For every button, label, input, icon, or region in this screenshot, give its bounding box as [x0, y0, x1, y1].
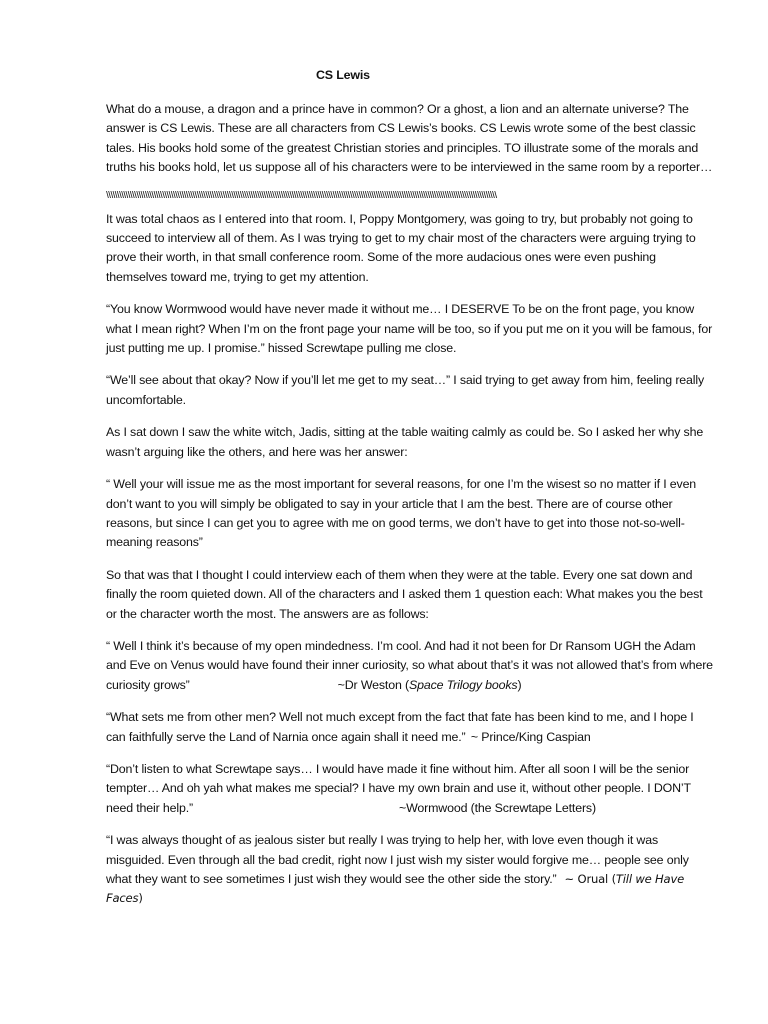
document-body — [106, 66, 716, 922]
paragraph-chaos: It was total chaos as I entered into that room. I, Poppy Montgomery, was going to try, but probably not going to succeed to interview all of them. As I was trying to get to my chair most of the characters were arguing trying to prove their worth, in that small conference room. Some of the more audacious ones were even pushing themselves toward me, trying to get my attention. — [106, 211, 696, 284]
attribution-speaker: ~ Orual ( — [564, 872, 616, 886]
quote-caspian — [106, 708, 716, 747]
attribution-book: Space Trilogy books — [408, 677, 518, 692]
quote-text: “Don’t listen to what Screwtape says… I would have made it fine without him. After all soon I will be the senior tempter… And oh yah what makes me special? I have my own brain and use it, without other people. I DON’T need their help.” — [106, 761, 691, 815]
paragraph-interview-setup: So that was that I thought I could interview each of them when they were at the table. Every one sat down and finally the room quieted down. All of the characters and I asked them 1 question each: What makes you the best or the character worth the most. The answers are as follows: — [106, 567, 703, 621]
intro-paragraph: What do a mouse, a dragon and a prince have in common? Or a ghost, a lion and an alternate universe? The answer is CS Lewis. These are all characters from CS Lewis’s books. CS Lewis wrote some of the best classic tales. His books hold some of the greatest Christian stories and principles. TO illustrate some of the morals and truths his books hold, let us suppose all of his characters were to be interviewed in the same room by a reporter… — [106, 102, 713, 175]
section-divider: \ \ \ \ \ \ \ \ \ \ \ \ \ \ \ \ \ \ \ \ \ \ \ \ \ \ \ \ \ \ \ \ \ \ \ \ \ \ \ \ \ \ \ \ \ \ \ \ \ \ \ \ \ \ \ \ \ \ \ \ \ \ \ \ \ \ \ \ \ \ \ \ \ \ \ \ \ \ \ \ \ \ \ \ \ \ \ \ \ \ \ \ \ \ \ \ \ \ \ \ \ \ \ \ \ \ \ \ \ \ \ \ \ \ \ \ \ \ \ \ \ \ \ \ \ \ \ \ \ \ \ \ \ \ \ \ \ \ \ \ \ \ \ \ \ \ \ \ \ \ \ \ \ \ \ \ \ \ \ \ \ \ \ \ \ \ \ \ \ \ \ \ \ \ \ \ \ \ \ \ \ — [106, 190, 496, 201]
quote-attribution: ~ Prince/King Caspian — [470, 729, 591, 744]
attribution-close: ) — [517, 677, 522, 692]
attribution-book: Till we Have Faces — [106, 872, 685, 906]
document-title: CS Lewis — [316, 68, 370, 82]
quote-text: “ Well I think it’s because of my open mindedness. I’m cool. And had it not been for Dr Ransom UGH the Adam and Eve on Venus would have found their inner curiosity, so what about that’s it was not allowed that’s from where curiosity grows” — [106, 638, 713, 692]
paragraph-jadis-answer: “ Well your will issue me as the most important for several reasons, for one I’m the wisest so no matter if I even don’t want to you will simply be obligated to say in your article that I am the best. There are of course other reasons, but since I can get you to agree with me on good terms, we don’t have to get into those not-so-well-meaning reasons” — [106, 477, 697, 550]
attribution-speaker: ~Dr Weston ( — [337, 677, 409, 692]
attribution-close: ) — [138, 891, 143, 906]
quote-attribution — [190, 676, 522, 695]
paragraph-reporter-reply: “We’ll see about that okay? Now if you’ll let me get to my seat…” I said trying to get away from him, feeling really uncomfortable. — [106, 373, 705, 407]
quote-text: “I was always thought of as jealous sister but really I was trying to help her, with love even though it was misguided. Even through all the bad credit, right now I just wish my sister would forgive me… people see only what they want to see sometimes I just wish they would see the other side the story.” — [106, 833, 689, 886]
paragraph-white-witch: As I sat down I saw the white witch, Jadis, sitting at the table waiting calmly as could be. So I asked her why she wasn’t arguing like the others, and here was her answer: — [106, 425, 704, 459]
quote-text: “What sets me from other men? Well not much except from the fact that fate has been kind to me, and I hope I can faithfully serve the Land of Narnia once again shall it need me.” — [106, 710, 694, 744]
quote-orual — [106, 831, 716, 909]
quote-dr-weston — [106, 637, 716, 695]
quote-wormwood — [106, 760, 716, 818]
quote-attribution: ~Wormwood (the Screwtape Letters) — [399, 800, 596, 815]
paragraph-screwtape-quote: “You know Wormwood would have never made it without me… I DESERVE To be on the front page, you know what I mean right? When I’m on the front page your name will be too, so if you put me on it you will be famous, for just putting me up. I promise.” hissed Screwtape pulling me close. — [106, 302, 713, 356]
